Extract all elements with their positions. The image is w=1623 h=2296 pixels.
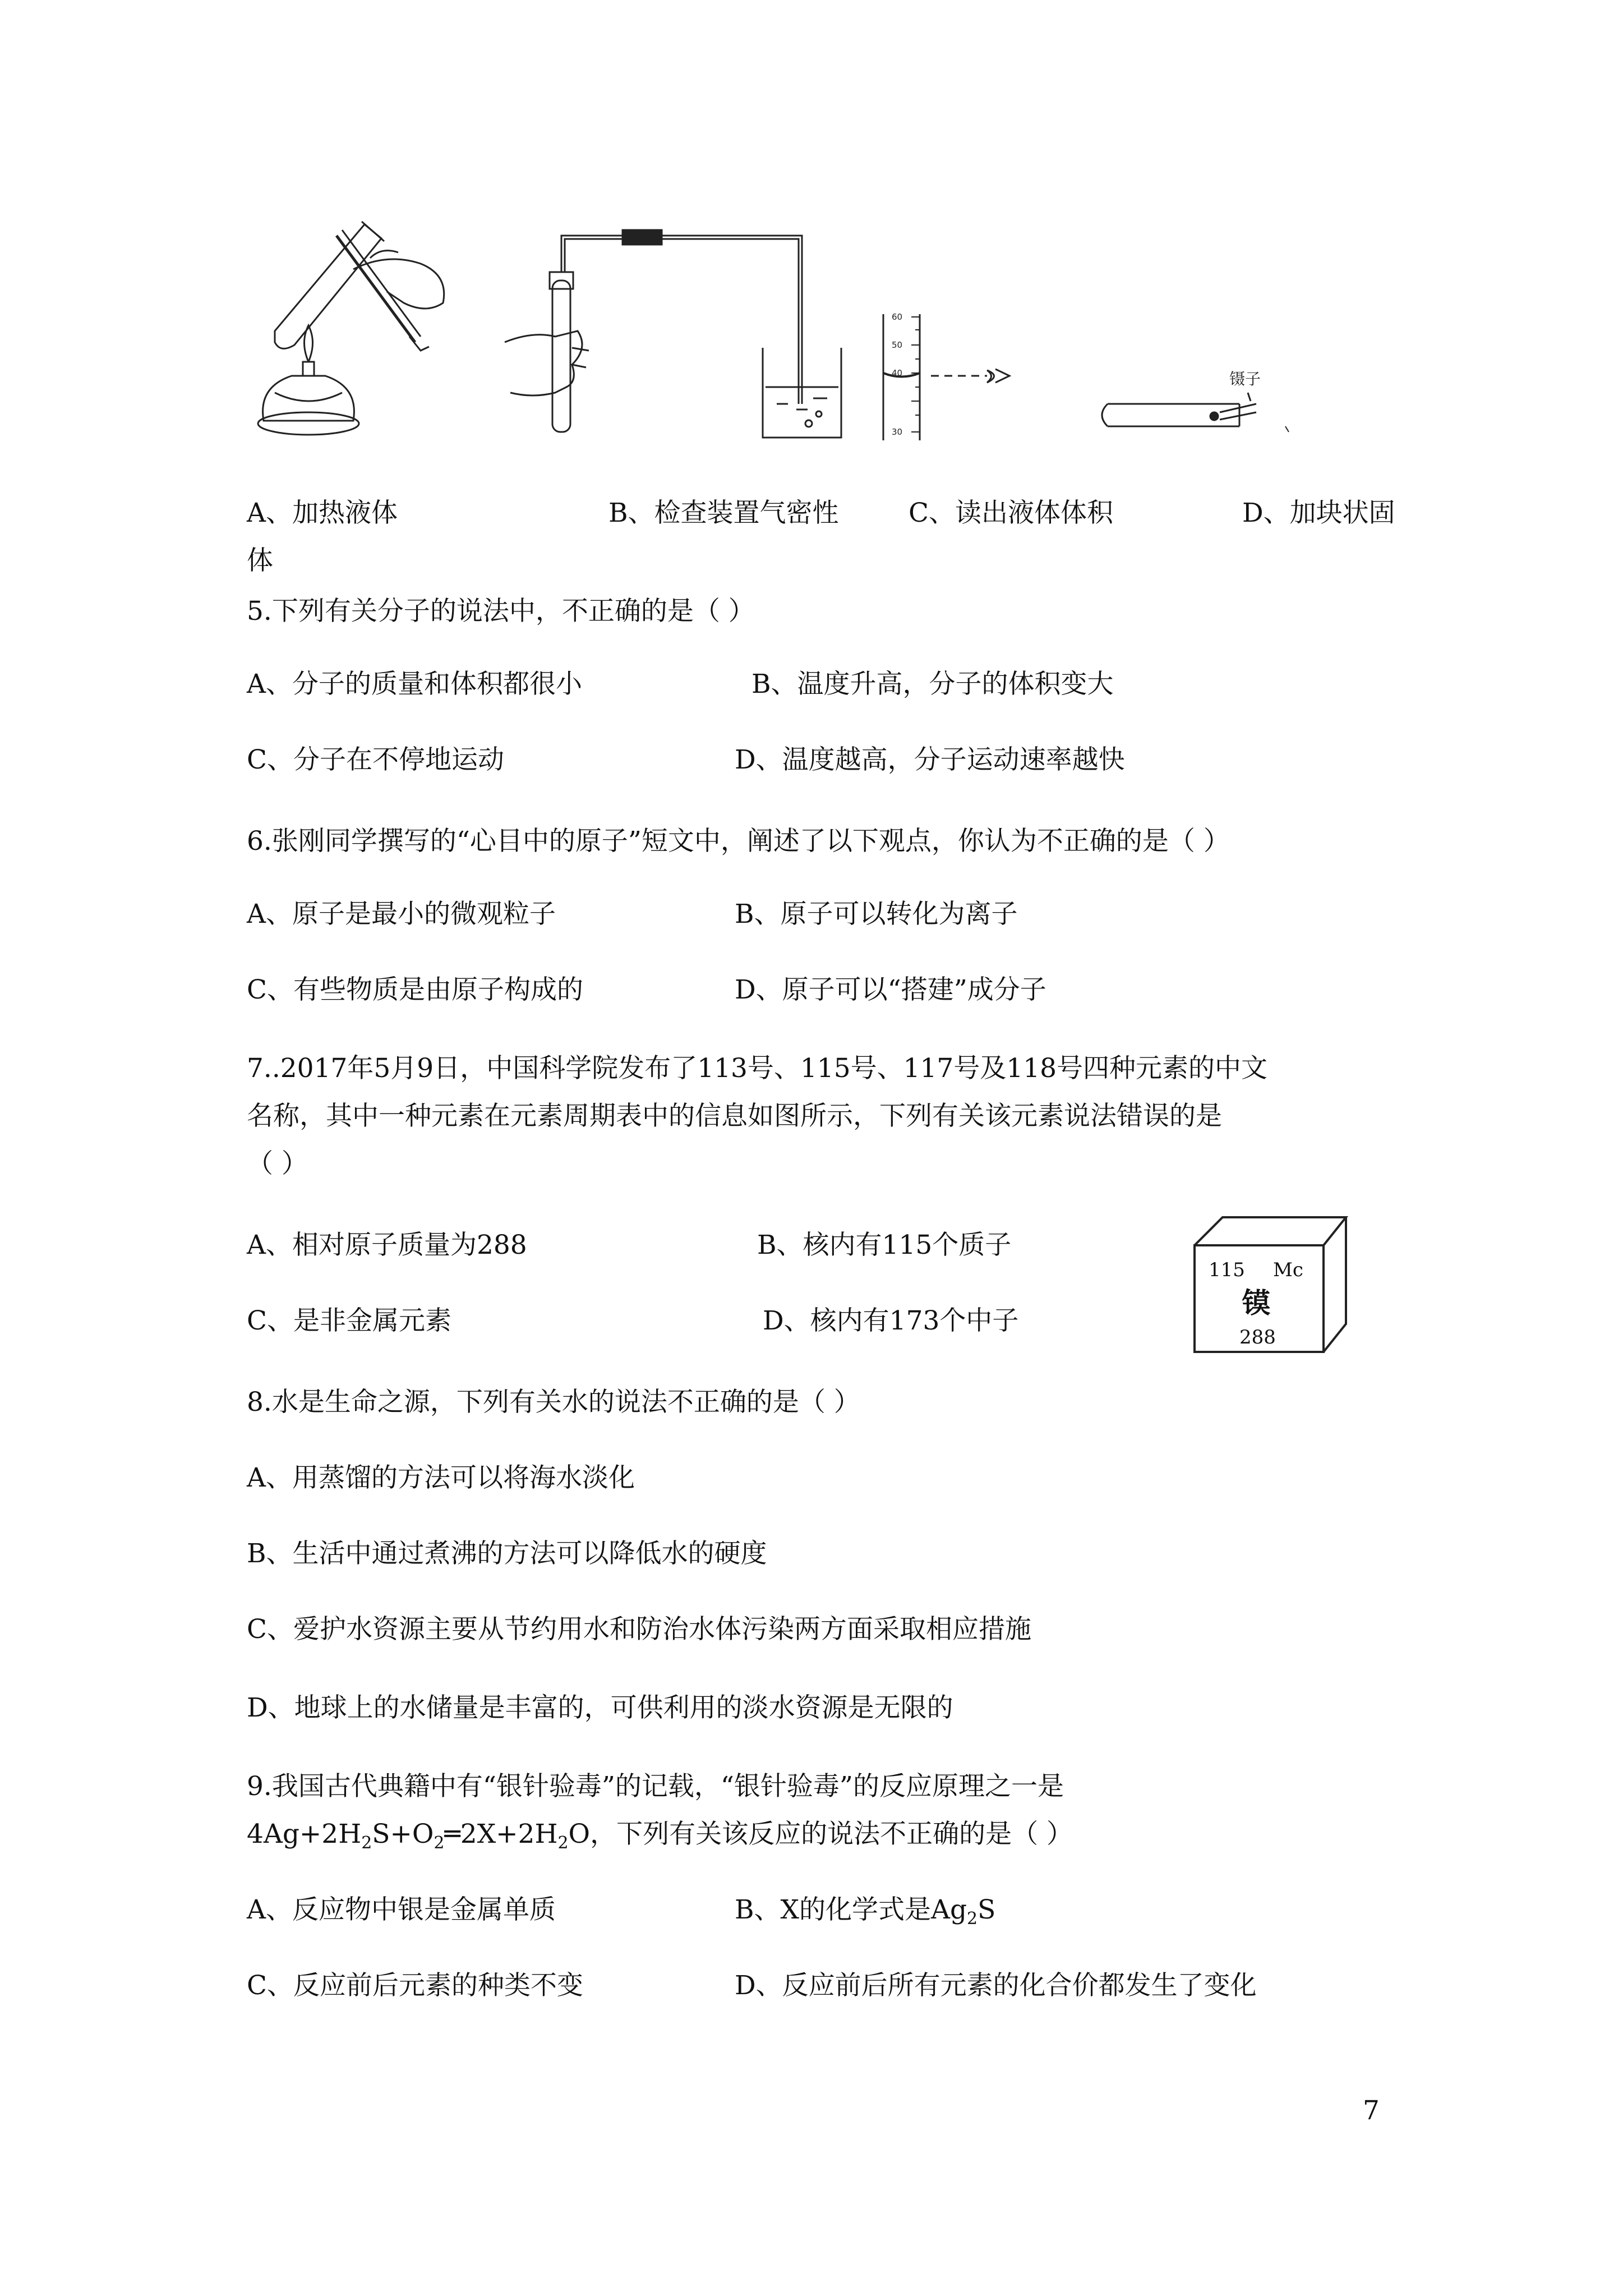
q9-option-b	[735, 1893, 995, 1927]
q7-option-c: C、是非金属元素	[247, 1305, 451, 1336]
page-number: 7	[1363, 2095, 1380, 2126]
cylinder-tick-40: 40	[892, 368, 903, 378]
airtightness-check-figure	[505, 230, 841, 438]
tweezers-label: 镊子	[1229, 370, 1261, 388]
element-symbol: Mc	[1273, 1259, 1303, 1281]
cylinder-tick-30: 30	[892, 427, 903, 437]
q8-option-a: A、用蒸馏的方法可以将海水淡化	[247, 1462, 635, 1493]
q4-option-c: C、读出液体体积	[909, 498, 1113, 528]
q4-option-d-continued: 体	[247, 545, 273, 576]
q9-eq-sub1: 2	[361, 1833, 372, 1853]
q6-stem: 6.张刚同学撰写的“心目中的原子”短文中，阐述了以下观点，你认为不正确的是（ ）	[247, 826, 1230, 857]
q6-option-d: D、原子可以“搭建”成分子	[735, 974, 1046, 1005]
q9-eq-part1: 4Ag+2H	[247, 1819, 362, 1849]
lab-operations-figures	[241, 202, 1329, 460]
q9-option-b-sub: 2	[967, 1909, 978, 1929]
q4-option-d: D、加块状固	[1242, 498, 1395, 528]
q7-stem-line2: 名称，其中一种元素在元素周期表中的信息如图所示，下列有关该元素说法错误的是	[247, 1101, 1222, 1131]
q8-option-d: D、地球上的水储量是丰富的，可供利用的淡水资源是无限的	[247, 1692, 953, 1723]
q6-option-c: C、有些物质是由原子构成的	[247, 974, 583, 1005]
q7-stem-line1: 7..2017年5月9日，中国科学院发布了113号、115号、117号及118号四种元素的中文	[247, 1053, 1268, 1084]
q5-option-b: B、温度升高，分子的体积变大	[751, 669, 1114, 700]
q9-option-c: C、反应前后元素的种类不变	[247, 1970, 583, 2001]
q5-option-a: A、分子的质量和体积都很小	[247, 669, 582, 700]
add-solid-figure	[1102, 393, 1289, 432]
q7-stem-line3: （ ）	[247, 1148, 308, 1179]
q9-stem-equation-line	[247, 1818, 1073, 1851]
q9-eq-sub3: 2	[557, 1833, 569, 1853]
cylinder-tick-60: 60	[892, 312, 903, 322]
cylinder-tick-50: 50	[892, 340, 903, 350]
q7-option-d: D、核内有173个中子	[763, 1305, 1019, 1336]
element-name: 镆	[1242, 1287, 1270, 1319]
q4-option-b: B、检查装置气密性	[608, 498, 839, 528]
q4-option-a: A、加热液体	[247, 498, 398, 528]
element-cell-figure	[1189, 1212, 1352, 1358]
element-number: 115	[1209, 1259, 1245, 1281]
q9-option-d: D、反应前后所有元素的化合价都发生了变化	[735, 1970, 1257, 2001]
q9-eq-part2: S+O	[372, 1819, 434, 1849]
q9-option-b-part1: B、X的化学式是Ag	[735, 1894, 967, 1925]
q9-option-a: A、反应物中银是金属单质	[247, 1894, 556, 1925]
q9-eq-part3: ═2X+2H	[444, 1819, 558, 1849]
q8-option-b: B、生活中通过煮沸的方法可以降低水的硬度	[247, 1538, 767, 1569]
q7-option-b: B、核内有115个质子	[757, 1230, 1012, 1260]
heating-liquid-figure	[258, 222, 444, 435]
q9-eq-part4: O，下列有关该反应的说法不正确的是（ ）	[568, 1819, 1073, 1849]
q8-option-c: C、爱护水资源主要从节约用水和防治水体污染两方面采取相应措施	[247, 1614, 1031, 1645]
element-mass: 288	[1239, 1326, 1276, 1349]
q9-option-b-part2: S	[978, 1894, 996, 1925]
q7-option-a: A、相对原子质量为288	[247, 1230, 527, 1260]
q6-option-a: A、原子是最小的微观粒子	[247, 899, 556, 930]
q9-stem-line1: 9.我国古代典籍中有“银针验毒”的记载，“银针验毒”的反应原理之一是	[247, 1771, 1064, 1802]
q9-eq-sub2: 2	[434, 1833, 445, 1853]
q5-option-d: D、温度越高，分子运动速率越快	[735, 744, 1125, 775]
q8-stem: 8.水是生命之源，下列有关水的说法不正确的是（ ）	[247, 1387, 860, 1418]
q6-option-b: B、原子可以转化为离子	[735, 899, 1018, 930]
q5-stem: 5.下列有关分子的说法中，不正确的是（ ）	[247, 596, 755, 627]
q5-option-c: C、分子在不停地运动	[247, 744, 504, 775]
